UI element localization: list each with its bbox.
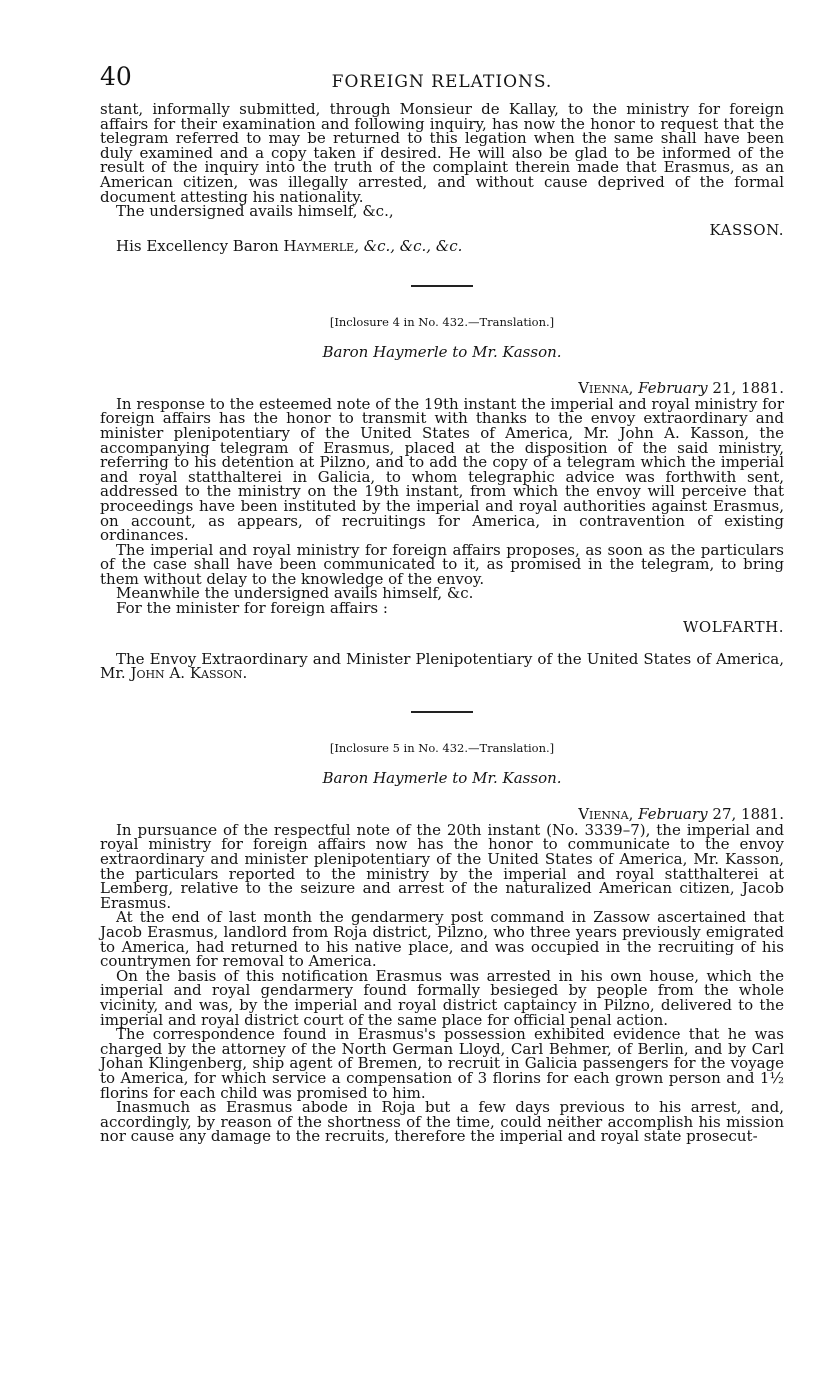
paragraph: In response to the esteemed note of the 19th instant the imperial and royal ministry for foreign affairs has the honor to transmit with thanks to the envoy extraordinary and minister plenipotentiary of the United States of America, Mr. John A. Kasson, the accompanying telegram of Erasmus, placed at the disposition of the said ministry, referring to his detention at Pilzno, and to add the copy of a telegram which the imperial and royal statthalterei in Galicia, to whom telegraphic advice was forthwith sent, addressed to the ministry on the 19th instant, from which the envoy will perceive that proceedings have been instituted by the imperial and royal authorities against Erasmus, on account, as appears, of recruitings for America, in contravention of existing ordinances. — [100, 394, 784, 545]
document-page — [100, 62, 784, 1144]
inclosure-5-heading: [Inclosure 5 in No. 432.—Translation.] — [329, 740, 555, 755]
addressee-name: John A. Kasson. — [130, 664, 248, 683]
section-divider — [411, 711, 473, 713]
paragraph: For the minister for foreign affairs : — [116, 599, 388, 618]
date-rest: 27, 1881. — [712, 804, 784, 823]
addressee-name: Haymerle — [283, 236, 355, 255]
paragraph: At the end of last month the gendarmery post command in Zassow ascertained that Jacob Erasmus, landlord from Roja district, Pilzno, who three years previously emigrated to America, had returned to his native place, and was occupied in the recruiting of his countrymen for removal to America. — [100, 908, 784, 971]
paragraph: Inasmuch as Erasmus abode in Roja but a few days previous to his arrest, and, accordingly, by reason of the shortness of the time, could neither accomplish his mission nor cause any damage to the recruits, therefore the imperial and royal state prosecut- — [100, 1098, 784, 1146]
paragraph: In pursuance of the respectful note of the 20th instant (No. 3339–7), the imperial and royal ministry for foreign affairs now has the honor to communicate to the envoy extraordinary and minister plenipotentiary of the United States of America, Mr. Kasson, the particulars reported to the ministry by the imperial and royal statthalterei at Lemberg, relative to the seizure and arrest of the naturalized American citizen, Jacob Erasmus. — [100, 820, 784, 912]
section-divider — [411, 285, 473, 287]
page-header — [100, 62, 784, 102]
addressee-haymerle — [100, 237, 784, 255]
inclosure-5-title: Baron Haymerle to Mr. Kasson. — [322, 768, 562, 787]
paragraph: The imperial and royal ministry for foreign affairs proposes, as soon as the particulars of the case shall have been communicated to it, as promised in the telegram, to bring them without delay to the knowledge of the envoy. — [100, 540, 784, 588]
addressee-suffix: , &c., &c., &c. — [354, 236, 463, 255]
date-month: February — [638, 804, 708, 823]
continuation-paragraph: stant, informally submitted, through Monsieur de Kallay, to the ministry for foreign affairs for their examination and following inquiry, has now the honor to request that the telegram referred to may be returned to this legation when the same shall have been duly examined and a copy taken if desired. He will also be glad to be informed of the result of the inquiry into the truth of the complaint therein made that Erasmus, as an American citizen, was illegally arrested, and without cause deprived of the formal document attesting his nationality. — [100, 100, 784, 206]
date-month: February — [638, 378, 708, 397]
running-title: FOREIGN RELATIONS. — [331, 72, 553, 92]
page-number: 40 — [100, 62, 132, 91]
addressee-prefix: His Excellency Baron — [116, 236, 279, 255]
date-rest: 21, 1881. — [712, 378, 784, 397]
date-place: Vienna, — [578, 378, 634, 397]
paragraph: Meanwhile the undersigned avails himself, &c. — [116, 584, 474, 603]
date-place: Vienna, — [578, 804, 634, 823]
addressee-envoy — [100, 649, 784, 683]
addressee-text: The Envoy Extraordinary and Minister Plenipotentiary of the United States of America, Mr. — [100, 649, 784, 683]
paragraph: On the basis of this notification Erasmus was arrested in his own house, which the imperial and royal gendarmery found formally besieged by people from the whole vicinity, and was, by the imperial and royal district captaincy in Pilzno, delivered to the imperial and royal district court of the same place for official penal action. — [100, 966, 784, 1029]
inclosure-4-title: Baron Haymerle to Mr. Kasson. — [322, 342, 562, 361]
closing-line: The undersigned avails himself, &c., — [116, 202, 394, 221]
signature-kasson: KASSON. — [709, 220, 784, 239]
inclosure-4-heading: [Inclosure 4 in No. 432.—Translation.] — [329, 314, 555, 329]
signature-wolfarth: WOLFARTH. — [683, 617, 784, 636]
paragraph: The correspondence found in Erasmus's possession exhibited evidence that he was charged by the attorney of the North German Lloyd, Carl Behmer, of Berlin, and by Carl Johan Klingenberg, ship agent of Bremen, to recruit in Galicia passengers for the voyage to America, for which service a compensation of 3 florins for each grown person and 1½ florins for each child was promised to him. — [100, 1025, 784, 1102]
